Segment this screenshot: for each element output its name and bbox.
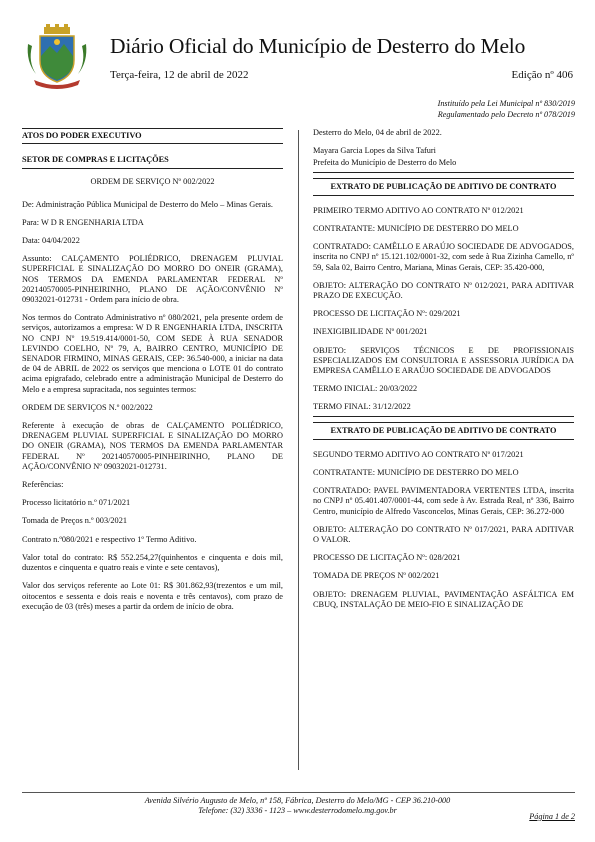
reference-process: Processo licitatório n.º 071/2021 bbox=[22, 498, 131, 508]
order-reference-text: Referente à execução de obras de CALÇAMENTO POLIÉDRICO, DRENAGEM PLUVIAL SUPERFICIAL E SINALIZAÇÃO DO MORRO DO ONEIR (GRAMA), NOS TERMOS DA EMENDA PARLAMENTAR FEDERAL Nº 202140570005-PINHEIRINHO, PLANO DE AÇÃO/CONVÊNIO Nº 09032021-012731. bbox=[22, 421, 283, 471]
signer-title: Prefeita do Município de Desterro do Melo bbox=[313, 158, 574, 172]
coat-of-arms-icon bbox=[22, 22, 92, 92]
footer-divider bbox=[22, 792, 575, 793]
edition-number: Edição nº 406 bbox=[511, 69, 573, 81]
reference-contract: Contrato n.º080/2021 e respectivo 1º Termo Aditivo. bbox=[22, 534, 197, 544]
extract-1-end: TERMO FINAL: 31/12/2022 bbox=[313, 402, 574, 416]
place-date: Desterro do Melo, 04 de abril de 2022. bbox=[313, 128, 442, 137]
masthead bbox=[22, 22, 575, 94]
extract-1-contracted: CONTRATADO: CAMÊLLO E ARAÚJO SOCIEDADE DE ADVOGADOS, inscrita no CNPJ nº 15.121.102/0001-32, com sede à Rua Zizinha Camello, nº 59, Sala 02, Bairro Centro, Mariana, Minas Gerais, CEP: 35.420-000, bbox=[313, 242, 574, 272]
extract-1-contractor: CONTRATANTE: MUNICÍPIO DE DESTERRO DO MELO bbox=[313, 224, 519, 234]
law-line: Instituído pela Lei Municipal nº 830/2019 bbox=[437, 99, 575, 108]
column-divider bbox=[298, 130, 299, 770]
page-number: Página 1 de 2 bbox=[529, 812, 575, 821]
order-number: ORDEM DE SERVIÇOS N.º 002/2022 bbox=[22, 402, 153, 412]
references-label: Referências: bbox=[22, 480, 64, 490]
extract-2-process: PROCESSO DE LICITAÇÃO Nº: 028/2021 bbox=[313, 553, 461, 563]
order-subject: Assunto: CALÇAMENTO POLIÉDRICO, DRENAGEM PLUVIAL SUPERFICIAL E SINALIZAÇÃO DO MORRO DO ONEIR (GRAMA), NOS TERMOS DA EMENDA PARLAMENTAR FEDERAL Nº 202140570005-PINHEIRINHO, PLANO DE AÇÃO/CONVÊNIO Nº 09032021-012731 - Ordem para início de obra. bbox=[22, 254, 283, 305]
extract-1-start: TERMO INICIAL: 20/03/2022 bbox=[313, 384, 418, 394]
extract-2-term: SEGUNDO TERMO ADITIVO AO CONTRATO Nº 017/2021 bbox=[313, 449, 524, 459]
extract-1-title: EXTRATO DE PUBLICAÇÃO DE ADITIVO DE CONTRATO bbox=[313, 178, 574, 196]
order-date: Data: 04/04/2022 bbox=[22, 236, 80, 246]
order-body: Nos termos do Contrato Administrativo nº 080/2021, pela presente ordem de serviços, autorizamos a empresa: W D R ENGENHARIA LTDA, INSCRITA NO CNPJ Nº 19.519.414/0001-50, COM SEDE À RUA SENADOR LEVINDO COELHO, Nº 79, A, BAIRRO CENTRO, MUNICÍPIO DE SENADOR FIRMINO, MINAS GERAIS, CEP: 36.540-000, a iniciar na data de 04 de ABRIL de 2022 os serviços que menciona o LOTE 01 do contrato acima epigrafado, celebrado entre a administração Municipal de Desterro do Melo e a empresa supracitada, nos seguintes termos: bbox=[22, 313, 283, 394]
left-column bbox=[22, 128, 283, 620]
extract-2-object: OBJETO: ALTERAÇÃO DO CONTRATO Nº 017/2021, PARA ADITIVAR O VALOR. bbox=[313, 524, 574, 545]
newspaper-title: Diário Oficial do Município de Desterro do Melo bbox=[110, 34, 526, 58]
subsection-title: SETOR DE COMPRAS E LICITAÇÕES bbox=[22, 152, 283, 169]
extract-2-title: EXTRATO DE PUBLICAÇÃO DE ADITIVO DE CONTRATO bbox=[313, 422, 574, 440]
extract-1-term: PRIMEIRO TERMO ADITIVO AO CONTRATO Nº 012/2021 bbox=[313, 205, 524, 215]
extract-2-tomada: TOMADA DE PREÇOS Nº 002/2021 bbox=[313, 571, 440, 581]
extract-1-object-2: OBJETO: SERVIÇOS TÉCNICOS E DE PROFISSIONAIS ESPECIALIZADOS EM CONSULTORIA E ASSESSORIA JURÍDICA DA EMPRESA CAMÊLLO E ARAÚJO SOCIEDADE DE ADVOGADOS bbox=[313, 345, 574, 376]
order-from: De: Administração Pública Municipal de Desterro do Melo – Minas Gerais. bbox=[22, 199, 273, 209]
extract-2-object-2: OBJETO: DRENAGEM PLUVIAL, PAVIMENTAÇÃO ASFÁLTICA EM CBUQ, INSTALAÇÃO DE MEIO-FIO E SINALIZAÇÃO DE bbox=[313, 589, 574, 609]
footer-contact: Telefone: (32) 3336 - 1123 – www.desterrodomelo.mg.gov.br bbox=[198, 806, 397, 815]
signer-name: Mayara Garcia Lopes da Silva Tafuri bbox=[313, 146, 436, 156]
footer-address: Avenida Silvério Augusto de Melo, nº 158, Fábrica, Desterro do Melo/MG - CEP 36.210-000 bbox=[144, 796, 451, 805]
extract-1-object: OBJETO: ALTERAÇÃO DO CONTRATO Nº 012/2021, PARA ADITIVAR PRAZO DE EXECUÇÃO. bbox=[313, 280, 574, 301]
total-value: Valor total do contrato: R$ 552.254,27(quinhentos e cinquenta e dois mil, duzentos e cinquenta e quatro reais e vinte e sete centavos), bbox=[22, 552, 283, 573]
extract-2-contracted: CONTRATADO: PAVEL PAVIMENTADORA VERTENTES LTDA, inscrita no CNPJ nº 05.401.407/0001-44, com sede à Av. Estrada Real, nº 336, Bairro Centro, município de Alfredo Vasconcelos, Minas Gerais, CEP: 36.272-000 bbox=[313, 486, 574, 516]
services-value: Valor dos serviços referente ao Lote 01: R$ 301.862,93(trezentos e um mil, oitocentos e sessenta e dois reais e noventa e três centavos), com prazo de execução de 03 (três) meses a partir da ordem de início de obra. bbox=[22, 581, 283, 611]
extract-1-process: PROCESSO DE LICITAÇÃO Nº: 029/2021 bbox=[313, 309, 461, 319]
section-title: ATOS DO PODER EXECUTIVO bbox=[22, 128, 283, 144]
extract-2-contractor: CONTRATANTE: MUNICÍPIO DE DESTERRO DO MELO bbox=[313, 468, 519, 478]
legal-basis bbox=[438, 98, 575, 120]
issue-date: Terça-feira, 12 de abril de 2022 bbox=[110, 69, 249, 81]
order-title: ORDEM DE SERVIÇO Nº 002/2022 bbox=[90, 177, 215, 187]
right-column bbox=[313, 128, 574, 618]
reference-tomada: Tomada de Preços n.º 003/2021 bbox=[22, 516, 127, 526]
decree-line: Regulamentado pelo Decreto nº 078/2019 bbox=[437, 110, 575, 119]
order-to: Para: W D R ENGENHARIA LTDA bbox=[22, 217, 144, 227]
extract-1-inexigibility: INEXIGIBILIDADE Nº 001/2021 bbox=[313, 327, 428, 337]
footer bbox=[0, 796, 595, 816]
